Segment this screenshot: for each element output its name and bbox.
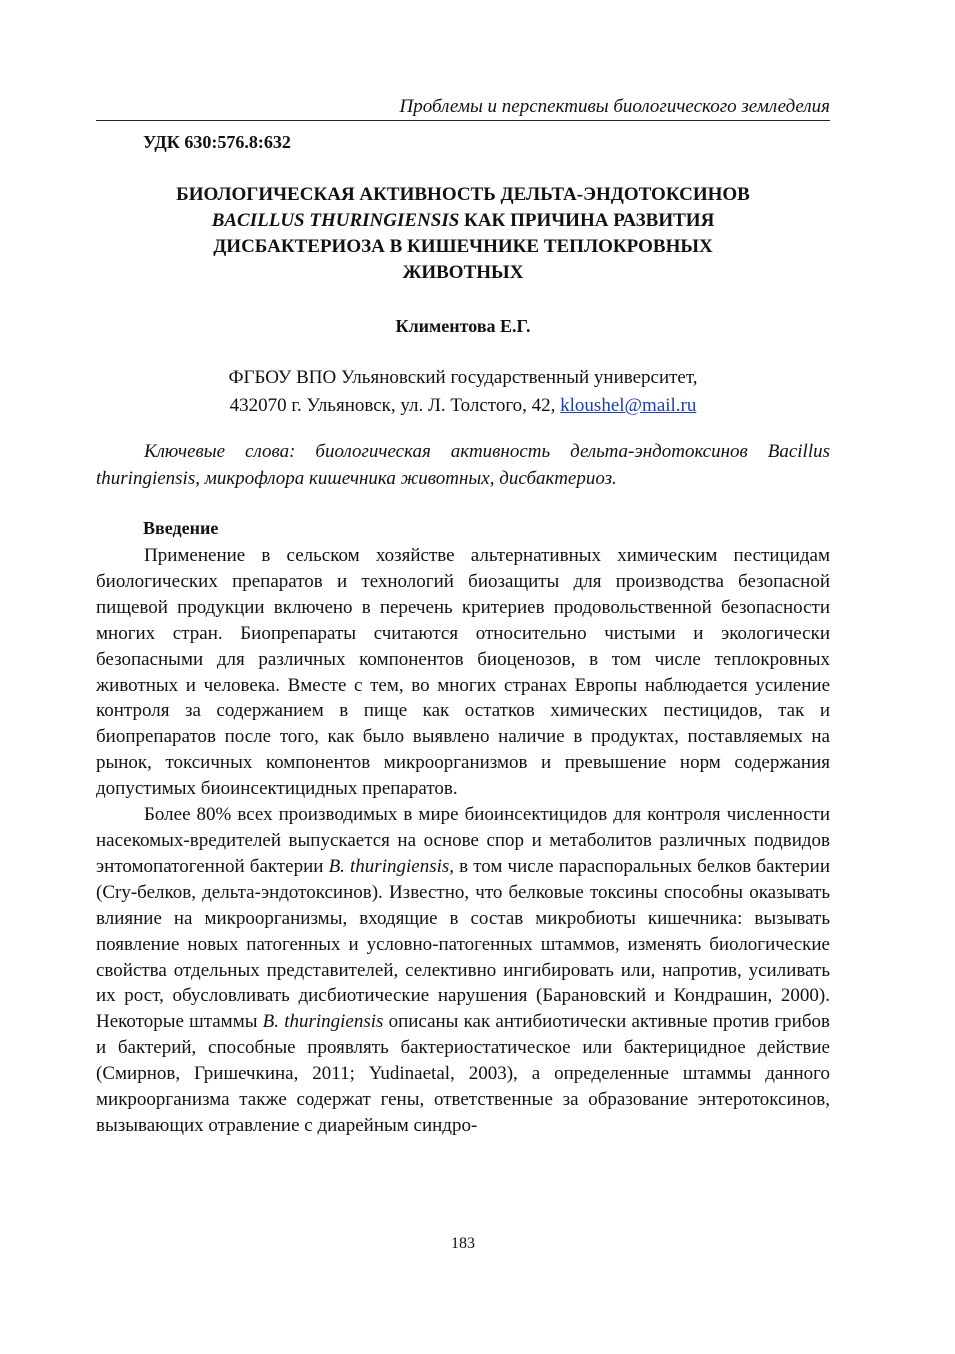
- paragraph-2-text-e: описаны как антибиотически активные против грибов и бактерий, способные проявлять бактериостатическое или бактерицидное действие (Смирнов, Гришечкина, 2011; Yudinaetal, 2003), а определенные штаммы данного микроорганизма также содержат гены, ответственные за образование энтеротоксинов, вызывающих отравление с диарейным синдро-: [96, 1011, 830, 1136]
- title-line-3: ДИСБАКТЕРИОЗА В КИШЕЧНИКЕ ТЕПЛОКРОВНЫХ: [213, 236, 713, 257]
- page-number: 183: [451, 1235, 475, 1252]
- paragraph-2-text-a: Более 80% всех производимых в мире биоинсектицидов для контроля численности насекомых-вредителей выпускается на основе спор и метаболитов различных подвидов энтомопатогенной бактерии: [96, 804, 830, 877]
- title-line-4: ЖИВОТНЫХ: [402, 262, 524, 283]
- affiliation-line-1: ФГБОУ ВПО Ульяновский государственный университет,: [228, 367, 698, 388]
- title-line-2: [96, 208, 830, 234]
- affiliation-address: 432070 г. Ульяновск, ул. Л. Толстого, 42,: [229, 395, 561, 416]
- affiliation-line-2: [96, 392, 830, 420]
- udk-code: УДК 630:576.8:632: [143, 132, 291, 152]
- intro-body: [96, 543, 830, 1139]
- section-heading-intro: Введение: [143, 518, 219, 538]
- author: Климентова Е.Г.: [395, 316, 531, 336]
- affiliation: [96, 364, 830, 420]
- title-species: BACILLUS THURINGIENSIS: [211, 210, 460, 231]
- keywords: Ключевые слова: биологическая активность дельта-эндотоксинов Bacillus thuringiensis, микрофлора кишечника животных, дисбактериоз.: [96, 441, 830, 489]
- species-name: B. thuringiensis,: [328, 855, 455, 877]
- paragraph-2: [96, 802, 830, 1139]
- paragraph-2-text-c: в том числе параспоральных белков бактерии (Cry-белков, дельта-эндотоксинов). Известно, что белковые токсины способны оказывать влияние на микроорганизмы, входящие в состав микробиоты кишечника: вызывать появление новых патогенных и условно-патогенных штаммов, изменять биологические свойства отдельных представителей, селективно ингибировать или, напротив, усиливать их рост, обусловливать дисбиотические нарушения (Барановский и Кондрашин, 2000). Некоторые штаммы: [96, 855, 830, 1033]
- title-line-1: БИОЛОГИЧЕСКАЯ АКТИВНОСТЬ ДЕЛЬТА-ЭНДОТОКСИНОВ: [176, 184, 750, 205]
- paragraph-1: Применение в сельском хозяйстве альтернативных химическим пестицидам биологических препаратов и технологий биозащиты для производства безопасной пищевой продукции включено в перечень критериев продовольственной безопасности многих стран. Биопрепараты считаются относительно чистыми и экологически безопасными для различных компонентов биоценозов, в том числе теплокровных животных и человека. Вместе с тем, во многих странах Европы наблюдается усиление контроля за содержанием в пище как остатков химических пестицидов, так и биопрепаратов после того, как было выявлено наличие в продуктах, поставляемых на рынок, токсичных компонентов микроорганизмов и превышение норм содержания допустимых биоинсектицидных препаратов.: [96, 545, 830, 800]
- title-line-2-rest: КАК ПРИЧИНА РАЗВИТИЯ: [459, 210, 715, 231]
- article-title: [96, 182, 830, 286]
- email-link[interactable]: kloushel@mail.ru: [560, 395, 697, 416]
- species-name: B. thuringiensis: [262, 1011, 384, 1033]
- running-head: Проблемы и перспективы биологического земледелия: [96, 96, 830, 121]
